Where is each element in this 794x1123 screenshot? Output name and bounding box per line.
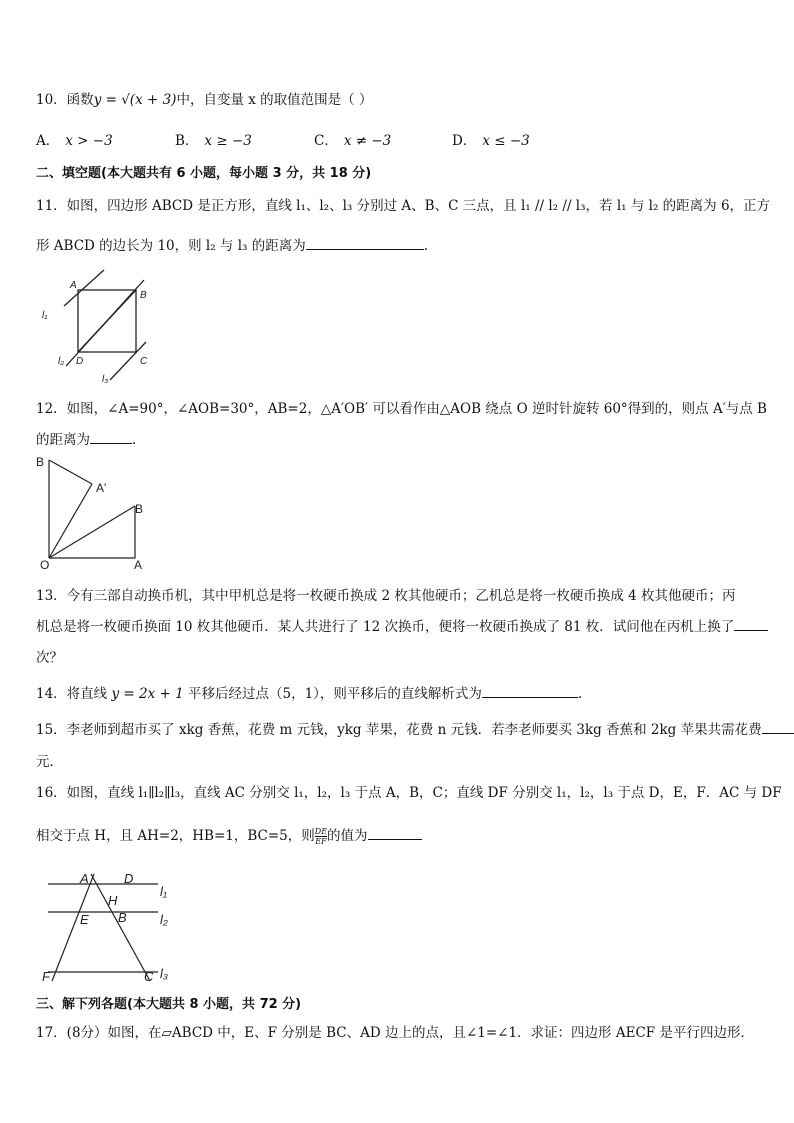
q13-line1: 13．今有三部自动换币机，其中甲机总是将一枚硬币换成 2 枚其他硬币；乙机总是将一枚硬币换成 4 枚其他硬币；丙 xyxy=(36,588,736,604)
line-ac xyxy=(91,874,150,981)
q17-stem: 17．(8分）如图，在▱ABCD 中，E、F 分别是 BC、AD 边上的点，且∠1=∠1．求证：四边形 AECF 是平行四边形． xyxy=(36,1025,754,1041)
q14-answer-blank[interactable] xyxy=(482,685,578,698)
label-l3: l₃ xyxy=(160,966,169,981)
q10-option-d xyxy=(452,129,536,149)
q16-parallel-lines-figure xyxy=(36,866,186,986)
q12-line1: 12．如图，∠A=90°，∠AOB=30°，AB=2，△A′OB′ 可以看作由△AOB 绕点 O 逆时针旋转 60°得到的，则点 A′与点 B xyxy=(36,401,767,417)
q16-text-end: 的值为 xyxy=(327,828,368,844)
q10-stem xyxy=(36,88,372,108)
q13-line2 xyxy=(36,615,768,635)
label-a: A xyxy=(70,280,77,291)
label-l1: l₁ xyxy=(42,310,48,321)
section-heading-fill-in: 二、填空题(本大题共有 6 小题，每小题 3 分，共 18 分) xyxy=(36,166,372,181)
label-l2: l₂ xyxy=(160,912,168,927)
label-o: O xyxy=(40,558,50,572)
q15-text: 15．李老师到超市买了 xkg 香蕉，花费 m 元钱，ykg 苹果，花费 n 元钱．若李老师要买 3kg 香蕉和 2kg 苹果共需花费 xyxy=(36,722,762,738)
option-letter: C． xyxy=(314,133,338,149)
option-text: x ≤ −3 xyxy=(482,133,530,149)
option-letter: D． xyxy=(452,133,477,149)
q10-prefix: 10．函数 xyxy=(36,92,94,108)
q16-line1: 16．如图，直线 l₁∥l₂∥l₃，直线 AC 分别交 l₁，l₂，l₃ 于点 A，B，C；直线 DF 分别交 l₁，l₂，l₃ 于点 D，E，F．AC 与 DF xyxy=(36,785,782,801)
q12-line2: 的距离为 . xyxy=(36,432,137,448)
section-heading-solve: 三、解下列各题(本大题共 8 小题，共 72 分) xyxy=(36,997,302,1012)
fraction-numerator: DE xyxy=(314,827,328,836)
fraction-denominator: EF xyxy=(315,837,327,846)
q16-answer-blank[interactable] xyxy=(368,827,422,840)
label-l1: l₁ xyxy=(160,884,167,899)
q15-answer-blank[interactable] xyxy=(762,721,794,734)
label-b: B xyxy=(118,910,127,925)
q11-text: 形 ABCD 的边长为 10，则 l₂ 与 l₃ 的距离为 xyxy=(36,238,306,254)
label-a: A xyxy=(80,871,89,886)
q12-rotation-figure xyxy=(34,450,164,572)
segment-oa-prime xyxy=(49,484,92,558)
q10-option-a xyxy=(36,129,119,149)
label-h: H xyxy=(108,893,118,908)
label-d: D xyxy=(76,356,84,367)
option-letter: B． xyxy=(175,133,199,149)
q11-answer-blank[interactable] xyxy=(306,237,424,250)
q12-answer-blank[interactable] xyxy=(90,431,132,444)
q16-text: 相交于点 H，且 AH=2，HB=1，BC=5，则 xyxy=(36,828,315,844)
line-df xyxy=(52,874,94,981)
option-text: x > −3 xyxy=(65,133,113,149)
label-b: B xyxy=(135,502,144,516)
q14-suffix: 平移后经过点（5，1），则平移后的直线解析式为 xyxy=(183,686,482,702)
label-b-prime: B xyxy=(36,455,45,469)
q13-line3: 次？ xyxy=(36,650,63,666)
q10-option-b xyxy=(175,129,258,149)
segment-a-prime-b-prime xyxy=(49,460,92,484)
q15-line1 xyxy=(36,718,794,738)
label-c: C xyxy=(144,969,154,984)
label-l2: l₂ xyxy=(58,356,65,367)
q10-function: y = √(x + 3) xyxy=(93,92,177,108)
q14-prefix: 14．将直线 xyxy=(36,686,112,702)
q13-answer-blank[interactable] xyxy=(734,618,768,631)
label-l3: l₃ xyxy=(102,374,109,385)
q16-fraction xyxy=(315,827,327,846)
option-letter: A． xyxy=(36,133,60,149)
label-a-prime: A' xyxy=(96,481,107,495)
option-text: x ≠ −3 xyxy=(343,133,392,149)
label-c: C xyxy=(140,356,148,367)
label-e: E xyxy=(80,912,89,927)
q10-suffix: 中，自变量 x 的取值范围是（ ） xyxy=(176,92,373,108)
label-d: D xyxy=(124,871,134,886)
segment-ob xyxy=(49,506,135,558)
label-f: F xyxy=(42,969,50,984)
q11-square-figure xyxy=(36,266,166,386)
q14-equation: y = 2x + 1 xyxy=(111,686,184,702)
label-a: A xyxy=(134,558,143,572)
q11-line2: 形 ABCD 的边长为 10，则 l₂ 与 l₃ 的距离为 . xyxy=(36,238,429,254)
q15-line2: 元． xyxy=(36,754,63,770)
q14-stem: 14．将直线 y = 2x + 1 平移后经过点（5，1），则平移后的直线解析式为 ． xyxy=(36,686,592,702)
option-text: x ≥ −3 xyxy=(204,133,252,149)
label-b: B xyxy=(140,290,147,301)
q13-text: 机总是将一枚硬币换面 10 枚其他硬币．某人共进行了 12 次换币，便将一枚硬币换成了 81 枚．试问他在丙机上换了 xyxy=(36,619,735,635)
q12-text: 的距离为 xyxy=(36,432,90,448)
q11-line1: 11．如图，四边形 ABCD 是正方形，直线 l₁、l₂、l₃ 分别过 A、B、C 三点，且 l₁ // l₂ // l₃，若 l₁ 与 l₂ 的距离为 6，正方 xyxy=(36,198,771,214)
q16-line2 xyxy=(36,824,422,846)
q10-option-c xyxy=(314,129,397,149)
